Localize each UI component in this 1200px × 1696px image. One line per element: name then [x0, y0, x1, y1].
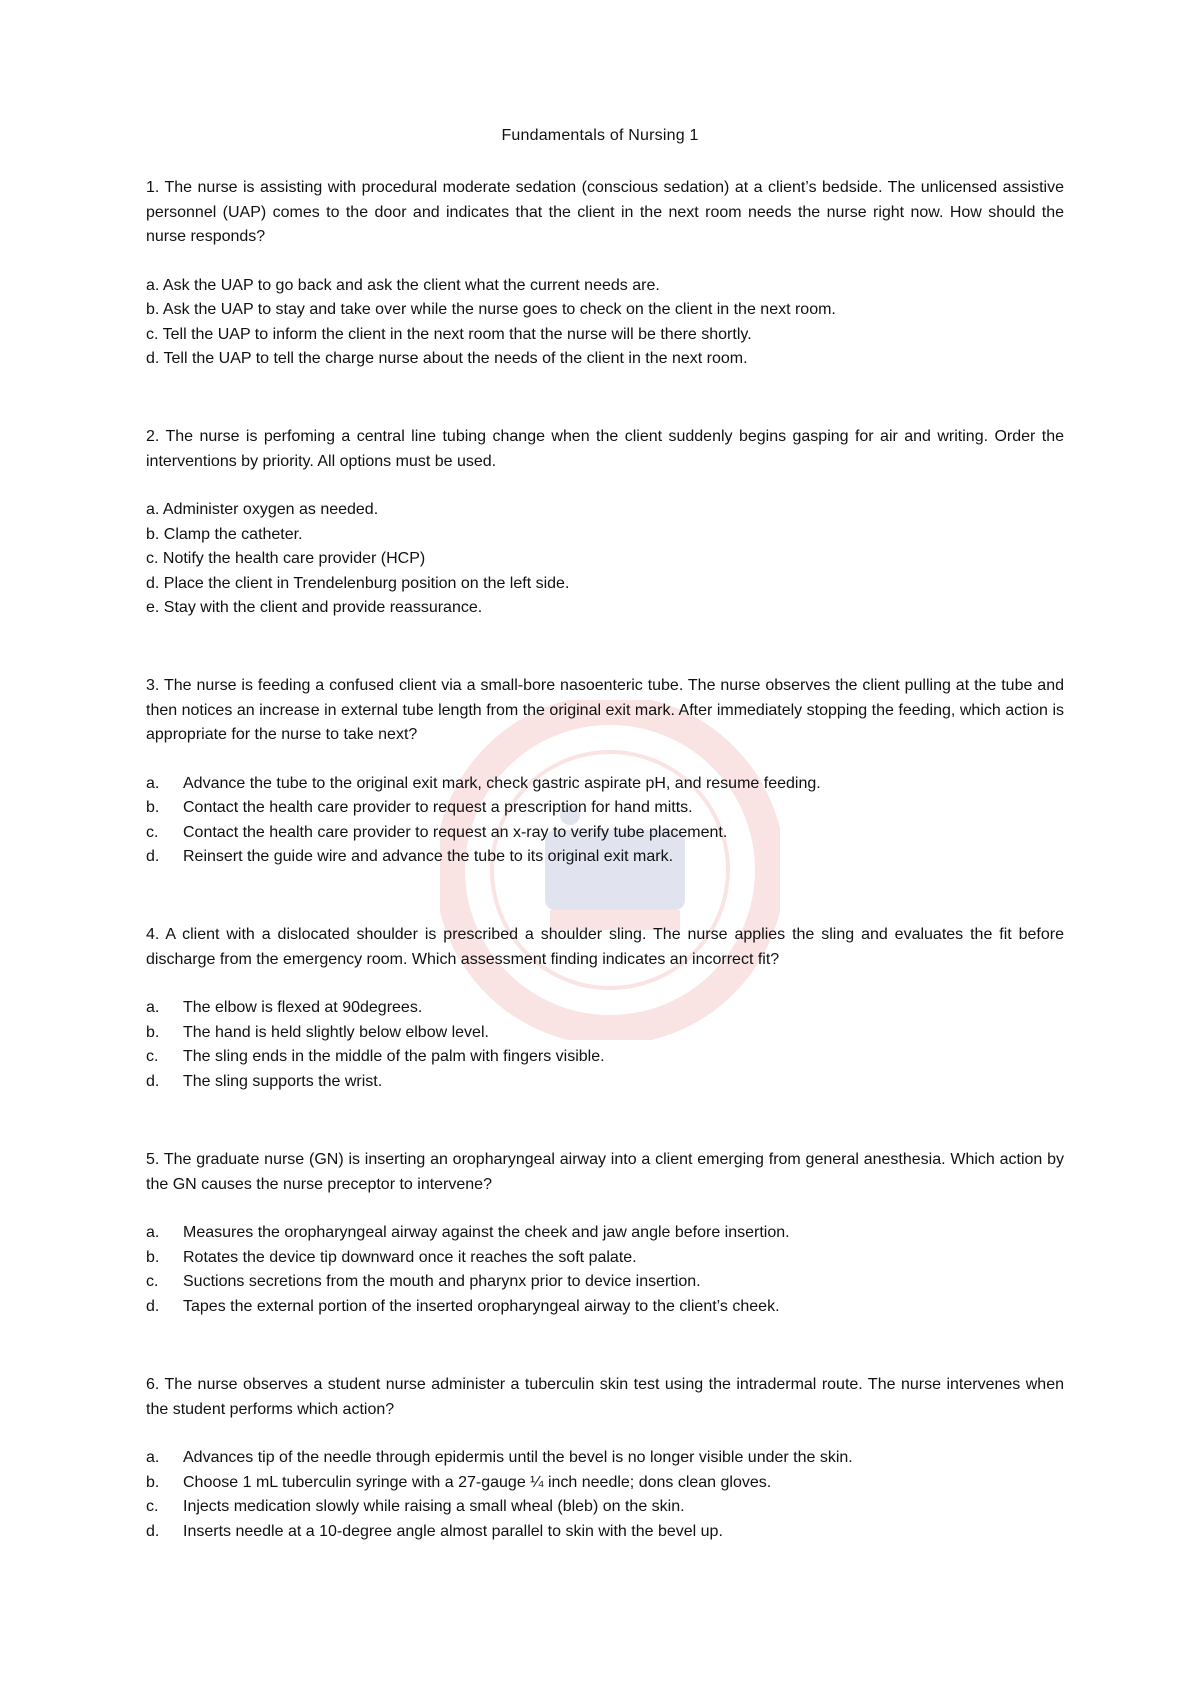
option-label: e. [146, 599, 160, 616]
option-list [146, 1446, 1064, 1544]
option-label: c. [146, 1048, 159, 1065]
option-label: b. [146, 1023, 160, 1041]
page-title: Fundamentals of Nursing 1 [501, 127, 699, 144]
option-item [146, 596, 1064, 621]
option-text: Tell the UAP to tell the charge nurse about the needs of the client in the next room. [163, 350, 748, 367]
option-label: a. [146, 501, 160, 518]
option-item [146, 1495, 1064, 1520]
option-text: Advance the tube to the original exit mark, check gastric aspirate pH, and resume feeding. [183, 774, 821, 792]
option-text: Place the client in Trendelenburg position on the left side. [163, 574, 570, 592]
option-text: Injects medication slowly while raising a small wheal (bleb) on the skin. [183, 1498, 685, 1515]
option-label: b. [146, 1248, 160, 1266]
question-stem: 6. The nurse observes a student nurse administer a tuberculin skin test using the intradermal route. The nurse intervenes when the student performs which action? [146, 1376, 1064, 1418]
question-stem: 5. The graduate nurse (GN) is inserting an oropharyngeal airway into a client emerging from general anesthesia. Which action by the GN causes the nurse preceptor to intervene? [146, 1151, 1064, 1193]
option-text: Notify the health care provider (HCP) [162, 550, 426, 567]
option-label: a. [146, 276, 160, 294]
option-text: Advances tip of the needle through epidermis until the bevel is no longer visible under the skin. [183, 1449, 853, 1466]
option-label: b. [146, 525, 160, 543]
question-2 [146, 425, 1064, 621]
option-label: a. [146, 1224, 160, 1241]
option-text: Choose 1 mL tuberculin syringe with a 27-gauge ¼ inch needle; dons clean gloves. [183, 1473, 772, 1491]
option-text: Reinsert the guide wire and advance the tube to its original exit mark. [183, 848, 674, 865]
option-item [146, 572, 1064, 597]
option-label: b. [146, 799, 160, 816]
question-stem: 4. A client with a dislocated shoulder is prescribed a shoulder sling. The nurse applies the sling and evaluates the fit before discharge from the emergency room. Which assessment finding indicates an incorrect fit? [146, 926, 1064, 968]
option-label: c. [146, 823, 159, 841]
option-item [146, 1221, 1064, 1246]
option-item [146, 1270, 1064, 1295]
option-label: d. [146, 574, 160, 592]
question-3 [146, 674, 1064, 870]
option-label: c. [146, 550, 159, 567]
option-label: a. [146, 1449, 160, 1466]
option-text: The sling ends in the middle of the palm with fingers visible. [183, 1048, 605, 1065]
option-label: a. [146, 999, 160, 1016]
option-item [146, 1295, 1064, 1320]
question-stem: 3. The nurse is feeding a confused client via a small-bore nasoenteric tube. The nurse observes the client pulling at the tube and then notices an increase in external tube length from the original exit mark. After immediately stopping the feeding, which action is appropriate for the nurse to take next? [146, 677, 1064, 743]
option-text: Ask the UAP to go back and ask the client what the current needs are. [162, 276, 660, 294]
option-text: The hand is held slightly below elbow level. [183, 1023, 489, 1041]
question-stem: 2. The nurse is perfoming a central line tubing change when the client suddenly begins gasping for air and writing. Order the interventions by priority. All options must be used. [146, 428, 1064, 470]
option-text: Ask the UAP to stay and take over while the nurse goes to check on the client in the next room. [162, 301, 836, 318]
question-6 [146, 1373, 1064, 1544]
option-item [146, 845, 1064, 870]
option-text: Tapes the external portion of the inserted oropharyngeal airway to the client’s cheek. [183, 1297, 780, 1315]
option-list [146, 274, 1064, 372]
option-text: Clamp the catheter. [163, 525, 303, 543]
option-label: b. [146, 1473, 160, 1491]
option-label: c. [146, 1498, 159, 1515]
option-item [146, 298, 1064, 323]
option-list [146, 498, 1064, 621]
option-item [146, 1021, 1064, 1046]
option-text: Contact the health care provider to request an x-ray to verify tube placement. [183, 823, 728, 841]
option-label: d. [146, 350, 160, 367]
option-item [146, 996, 1064, 1021]
option-text: Stay with the client and provide reassurance. [163, 599, 483, 616]
option-item [146, 323, 1064, 348]
option-text: Inserts needle at a 10-degree angle almost parallel to skin with the bevel up. [183, 1522, 723, 1540]
option-label: d. [146, 1297, 160, 1315]
option-text: Suctions secretions from the mouth and pharynx prior to device insertion. [183, 1273, 701, 1290]
question-stem: 1. The nurse is assisting with procedural moderate sedation (conscious sedation) at a client’s bedside. The unlicensed assistive personnel (UAP) comes to the door and indicates that the client in the next room needs the nurse right now. How should the nurse responds? [146, 179, 1064, 245]
option-text: Administer oxygen as needed. [162, 501, 379, 518]
option-item [146, 821, 1064, 846]
question-4 [146, 923, 1064, 1094]
option-label: d. [146, 848, 160, 865]
option-text: Measures the oropharyngeal airway against the cheek and jaw angle before insertion. [183, 1224, 790, 1241]
option-text: The sling supports the wrist. [183, 1072, 383, 1090]
option-item [146, 796, 1064, 821]
option-label: c. [146, 325, 159, 343]
option-label: a. [146, 774, 160, 792]
option-label: c. [146, 1273, 159, 1290]
option-item [146, 772, 1064, 797]
option-text: Rotates the device tip downward once it reaches the soft palate. [183, 1248, 637, 1266]
question-5 [146, 1148, 1064, 1319]
option-item [146, 347, 1064, 372]
option-label: d. [146, 1072, 160, 1090]
option-item [146, 1246, 1064, 1271]
option-item [146, 523, 1064, 548]
option-list [146, 1221, 1064, 1319]
option-item [146, 498, 1064, 523]
option-item [146, 274, 1064, 299]
option-item [146, 1471, 1064, 1496]
question-1 [146, 176, 1064, 372]
option-list [146, 772, 1064, 870]
option-label: b. [146, 301, 160, 318]
option-item [146, 1520, 1064, 1545]
option-label: d. [146, 1522, 160, 1540]
option-text: The elbow is flexed at 90degrees. [183, 999, 423, 1016]
option-item [146, 547, 1064, 572]
option-list [146, 996, 1064, 1094]
option-item [146, 1446, 1064, 1471]
option-item [146, 1070, 1064, 1095]
option-text: Tell the UAP to inform the client in the next room that the nurse will be there shortly. [162, 325, 752, 343]
option-text: Contact the health care provider to request a prescription for hand mitts. [183, 799, 693, 816]
option-item [146, 1045, 1064, 1070]
